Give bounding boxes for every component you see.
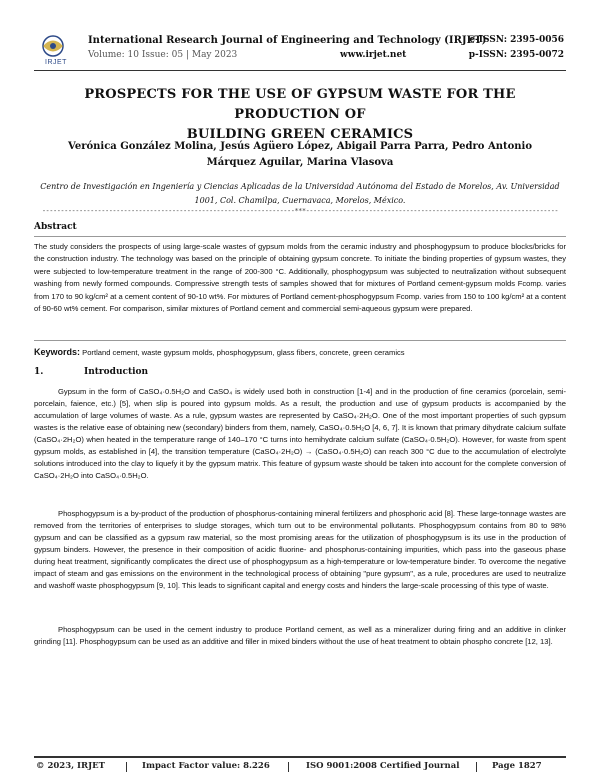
e-issn: e-ISSN: 2395-0056 [469, 35, 564, 45]
abstract-heading: Abstract [34, 222, 77, 232]
footer-separator [288, 762, 289, 772]
paper-title-line-2: BUILDING GREEN CERAMICS [186, 127, 414, 142]
journal-website[interactable]: www.irjet.net [340, 50, 407, 60]
page-footer [34, 761, 566, 774]
section-number: 1. [34, 367, 44, 377]
intro-paragraph-3: Phosphogypsum can be used in the cement industry to produce Portland cement, as well as a mineralizer during firing and an additive in clinker grinding [11]. Phosphogypsum can be used as an additive and filler in mixed binders without the use of heat treatment to obtain phospho concrete [12, 13]. [34, 625, 566, 646]
paper-title [34, 85, 566, 145]
keywords [34, 347, 566, 357]
irjet-logo [36, 33, 68, 67]
keywords-label: Keywords: [34, 347, 81, 357]
footer-separator [126, 762, 127, 772]
section-heading-introduction [34, 367, 148, 377]
footer-impact-factor: Impact Factor value: 8.226 [142, 761, 270, 771]
abstract-body: The study considers the prospects of using large-scale wastes of gypsum molds from the ceramic industry and phosphogypsum to produce blocks/bricks for the construction industry. The technology was based on the principle of obtaining gypsum concrete. To initiate the binding properties of gypsum wastes, they were subjected to low-temperature treatment in the range of 200-300 °C. Additionally, phosphogypsum was subjected to neutralization without subsequent washing from newly formed compounds. Compressive strength tests of samples showed that for mixtures of Portland cement-gypsum molds Fcomp. varies from 170 to 90 kg/cm² at a cement content of 90-10 wt%. For mixtures of Portland cement-phosphogypsum Fcomp. varies from 150 to 100 kg/cm² at a content of 90-60 wt% cement. For comparison, similar mixtures of Portland cement and commercial semi-aqueous gypsum were prepared. [34, 242, 566, 314]
footer-iso: ISO 9001:2008 Certified Journal [306, 761, 460, 771]
footer-copyright: © 2023, IRJET [36, 761, 105, 771]
affiliation: Centro de Investigación en Ingeniería y Ciencias Aplicadas de la Universidad Autónoma del Estado de Morelos, Av. Universidad 1001, Col. Chamilpa, Cuernavaca, Morelos, México. [40, 182, 560, 205]
paper-title-line-1: PROSPECTS FOR THE USE OF GYPSUM WASTE FOR THE PRODUCTION OF [84, 87, 516, 122]
logo-text: IRJET [45, 59, 67, 66]
footer-divider [34, 756, 566, 758]
keywords-text: Portland cement, waste gypsum molds, phosphogypsum, glass fibers, concrete, green ceramics [82, 348, 405, 357]
separator-line: --------------------------------------------------------------------***-------------------------------------------------------------------- [41, 207, 559, 215]
intro-paragraph-2: Phosphogypsum is a by-product of the production of phosphorus-containing mineral fertilizers and phosphoric acid [8]. These large-tonnage wastes are removed from the territories of enterprises to sludge storages, which turn out to be environmental pollutants. Phosphogypsum contains from 80 to 98% gypsum and can be classified as a gypsum raw material, so the most promising areas for the utilization of phosphogypsum is its use in the production of gypsum binders. However, the presence in their composition of acidic fluorine- and phosphorus-containing impurities, which pass into the gaseous phase during heat treatment, significantly complicates the direct use of phosphogypsum as a high-temperature or low-temperature binder. To overcome the negative impact of steam and gas emissions on the environment in the technological process of obtaining "pure gypsum", as a rule, procedures are used to neutralize and washoff waste phosphogypsum [9, 10]. This leads to significant capital and energy costs and hinders the large-scale processing of this type of waste. [34, 509, 566, 590]
volume-issue: Volume: 10 Issue: 05 | May 2023 [88, 50, 238, 60]
keywords-divider [34, 340, 566, 341]
intro-paragraph-1: Gypsum in the form of CaSO₄·0.5H₂O and CaSO₄ is widely used both in construction [1-4] and in the production of fine ceramics (porcelain, semi-porcelain, faience, etc.) [5], when slip is poured into gypsum molds. As a result, the production and use of gypsum products is accompanied by the accumulation of large volumes of waste. As a rule, gypsum wastes are represented by CaSO₄·2H₂O. One of the most important properties of such gypsum wastes is the relative ease of obtaining new (secondary) binders from them, namely, CaSO₄·0.5H₂O [4, 6, 7]. It is known that primary dihydrate calcium sulfate (CaSO₄·2H₂O) when heated in the temperature range of 140–170 °C turns into hemihydrate calcium sulfate (CaSO₄·0.5H₂O). However, for waste from spent gypsum molds, as established in [4], the transition temperature (CaSO₄·2H₂O) → (CaSO₄·0.5H₂O) can reach 300 °C due to the accumulation of electrolyte solutions introduced into the clay to liquefy it by the gypsum matrix. This feature of gypsum waste should be taken into account for the complete conversion of CaSO₄·2H₂O into CaSO₄·0.5H₂O. [34, 387, 566, 480]
p-issn: p-ISSN: 2395-0072 [468, 50, 564, 60]
journal-title: International Research Journal of Engineering and Technology (IRJET) [88, 35, 487, 46]
footer-page-number: Page 1827 [492, 761, 542, 771]
footer-separator [476, 762, 477, 772]
header-divider [34, 70, 566, 71]
journal-header [34, 33, 566, 67]
abstract-divider [34, 236, 566, 237]
section-title: Introduction [84, 367, 149, 377]
author-list: Verónica González Molina, Jesús Agüero López, Abigail Parra Parra, Pedro Antonio Márquez Aguilar, Marina Vlasova [68, 141, 532, 168]
